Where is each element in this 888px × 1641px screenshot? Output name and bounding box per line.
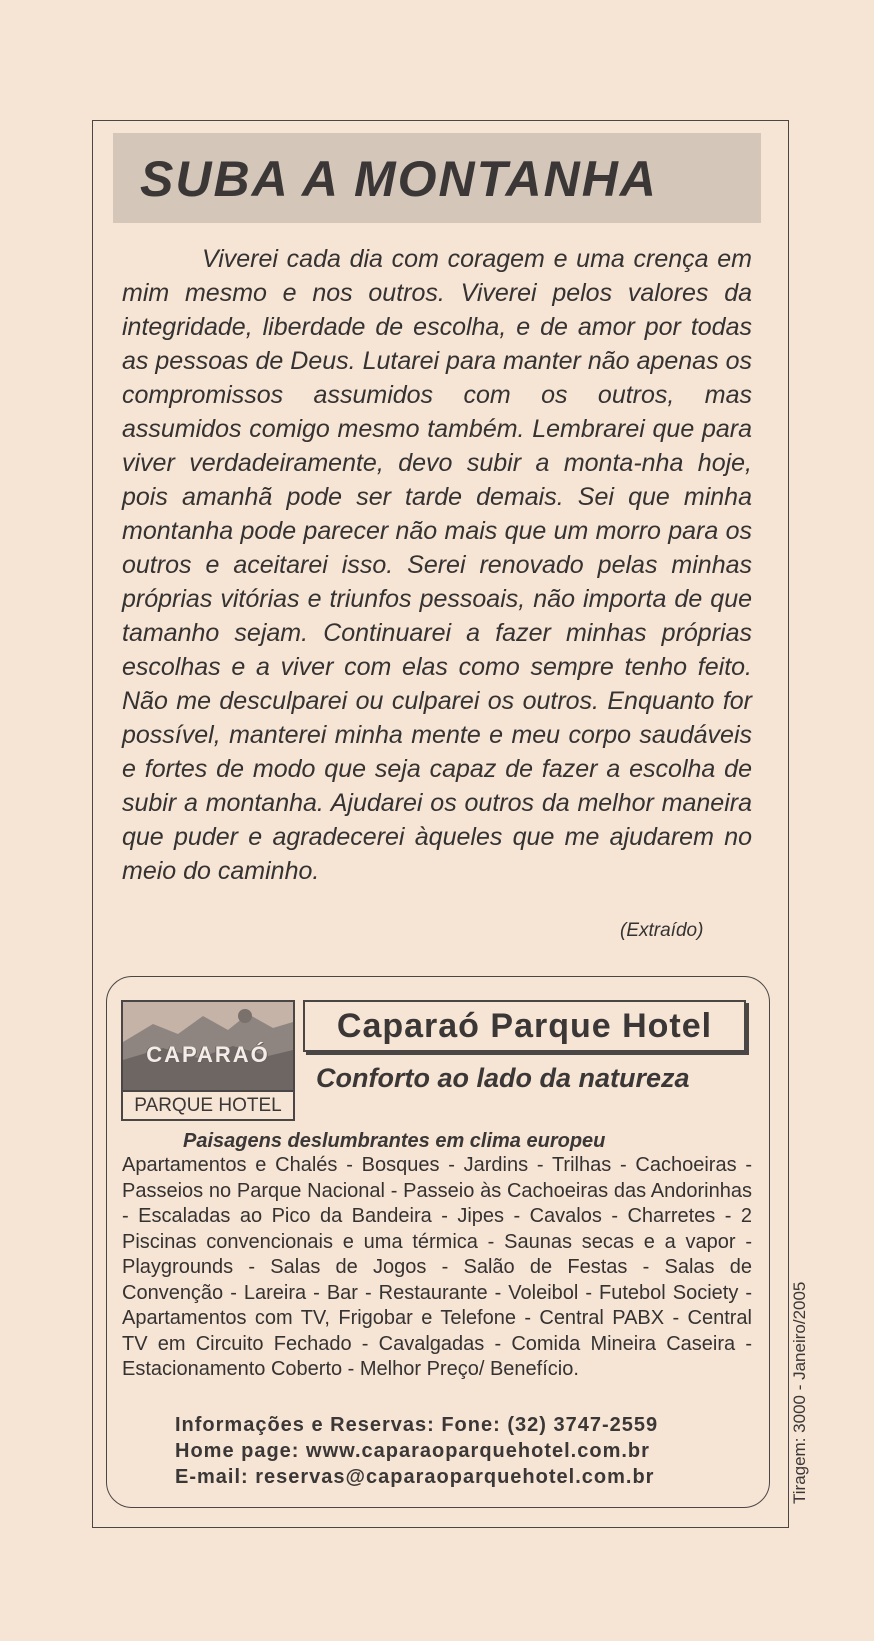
contact-homepage: Home page: www.caparaoparquehotel.com.br: [175, 1440, 650, 1462]
ad-heading: Paisagens deslumbrantes em clima europeu: [183, 1130, 606, 1152]
hotel-name: Caparaó Parque Hotel: [303, 1000, 746, 1052]
print-run-note: Tiragem: 3000 - Janeiro/2005: [790, 1281, 809, 1504]
logo-name: CAPARAÓ: [146, 1042, 270, 1067]
page-edge: [874, 0, 888, 1641]
article-body: Viverei cada dia com coragem e uma crença em mim mesmo e nos outros. Viverei pelos valores da integridade, liberdade de escolha, e de amor por todas as pessoas de Deus. Lutarei para manter não apenas os compromissos assumidos com os outros, mas assumidos comigo mesmo também. Lembrarei que para viver verdadeiramente, devo subir a monta-nha hoje, pois amanhã pode ser tarde demais. Sei que minha montanha pode parecer não mais que um morro para os outros e aceitarei isso. Serei renovado pelas minhas próprias vitórias e triunfos pessoais, não importa de que tamanho sejam. Continuarei a fazer minhas próprias escolhas e a viver com elas como sempre tenho feito. Não me desculparei ou culparei os outros. Enquanto for possível, manterei minha mente e meu corpo saudáveis e fortes de modo que seja capaz de fazer a escolha de subir a montanha. Ajudarei os outros da melhor maneira que puder e agradecerei àqueles que me ajudarem no meio do caminho.: [122, 245, 752, 885]
hotel-tagline: Conforto ao lado da natureza: [316, 1063, 690, 1093]
contact-block: [175, 1412, 658, 1490]
article-source: (Extraído): [620, 920, 704, 941]
logo-subtitle: PARQUE HOTEL: [123, 1090, 293, 1119]
amenities-list: Apartamentos e Chalés - Bosques - Jardins - Trilhas - Cachoeiras - Passeios no Parque Nacional - Passeio às Cachoeiras das Andorinhas - Escaladas ao Pico da Bandeira - Jipes - Cavalos - Charretes - 2 Piscinas convencionais e uma térmica - Saunas secas e a vapor - Playgrounds - Salas de Jogos - Salão de Festas - Salas de Convenção - Lareira - Bar - Restaurante - Voleibol - Futebol Society - Apartamentos com TV, Frigobar e Telefone - Central PABX - Central TV em Circuito Fechado - Cavalgadas - Comida Mineira Caseira - Estacionamento Coberto - Melhor Preço/ Benefício.: [122, 1154, 752, 1380]
hotel-logo: [121, 1000, 295, 1121]
article-title: SUBA A MONTANHA: [140, 151, 658, 207]
contact-email: E-mail: reservas@caparaoparquehotel.com.br: [175, 1466, 655, 1488]
contact-phone: Informações e Reservas: Fone: (32) 3747-2559: [175, 1414, 659, 1436]
